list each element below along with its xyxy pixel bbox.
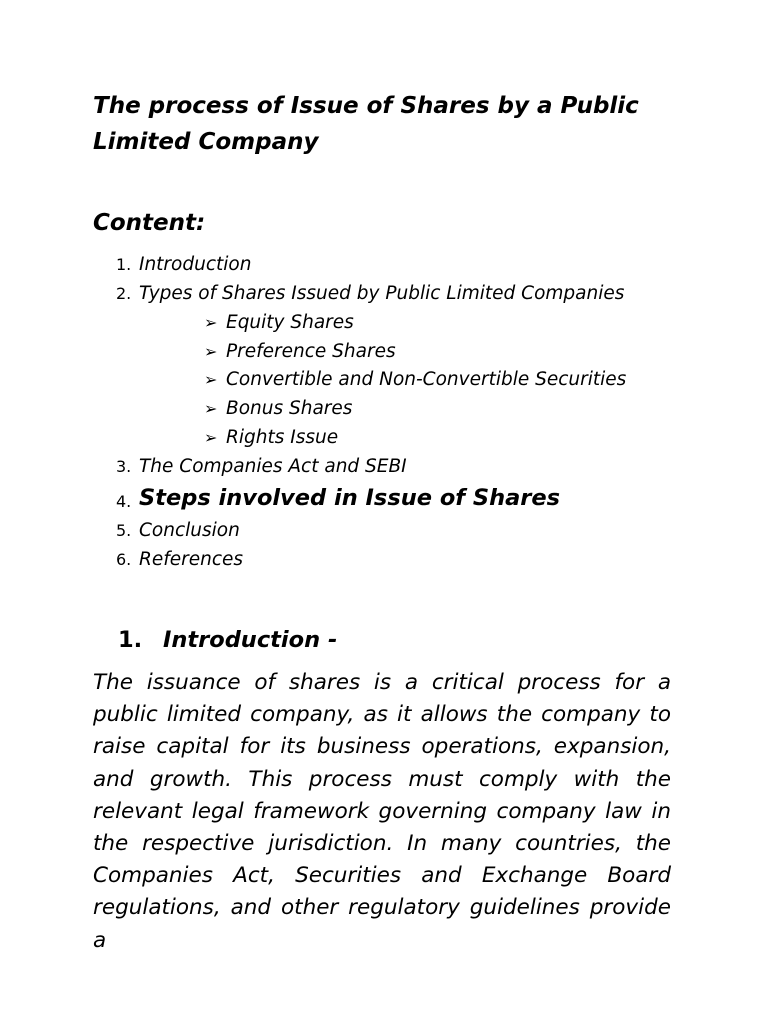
toc-label: References xyxy=(139,549,244,570)
arrow-bullet-icon: ➢ xyxy=(204,370,218,389)
section-title: Introduction - xyxy=(163,627,338,653)
toc-subitem-label: Convertible and Non-Convertible Securities xyxy=(226,369,627,390)
section-heading-introduction xyxy=(118,624,337,656)
toc-number: 1. xyxy=(116,255,132,274)
toc-label: The Companies Act and SEBI xyxy=(139,456,407,477)
toc-number: 5. xyxy=(116,521,132,540)
toc-subitem-preference-shares[interactable] xyxy=(204,340,396,364)
arrow-bullet-icon: ➢ xyxy=(204,399,218,418)
toc-subitem-convertible-securities[interactable] xyxy=(204,368,626,392)
toc-number: 3. xyxy=(116,457,132,476)
toc-subitem-label: Equity Shares xyxy=(226,312,354,333)
introduction-paragraph: The issuance of shares is a critical process for a public limited company, as it allows the company to raise capital for its business operations, expansion, and growth. This process must comply with the relevant legal framework governing company law in the respective jurisdiction. In many countries, the Companies Act, Securities and Exchange Board regulations, and other regulatory guidelines provide a xyxy=(93,670,671,953)
toc-number: 6. xyxy=(116,550,132,569)
toc-number: 2. xyxy=(116,284,132,303)
toc-subitem-label: Preference Shares xyxy=(226,341,396,362)
toc-label: Types of Shares Issued by Public Limited Companies xyxy=(139,283,625,304)
arrow-bullet-icon: ➢ xyxy=(204,342,218,361)
toc-subitem-label: Bonus Shares xyxy=(226,398,353,419)
arrow-bullet-icon: ➢ xyxy=(204,313,218,332)
content-heading: Content: xyxy=(93,210,206,236)
toc-subitem-equity-shares[interactable] xyxy=(204,311,354,335)
toc-subitem-label: Rights Issue xyxy=(226,427,339,448)
document-title: The process of Issue of Shares by a Public Limited Company xyxy=(93,93,639,155)
section-number: 1. xyxy=(118,627,143,653)
toc-label: Introduction xyxy=(139,254,252,275)
toc-subitem-bonus-shares[interactable] xyxy=(204,397,352,421)
toc-label: Conclusion xyxy=(139,520,240,541)
toc-subitem-rights-issue[interactable] xyxy=(204,426,338,450)
toc-label: Steps involved in Issue of Shares xyxy=(139,485,561,511)
arrow-bullet-icon: ➢ xyxy=(204,428,218,447)
toc-number: 4. xyxy=(116,492,132,511)
